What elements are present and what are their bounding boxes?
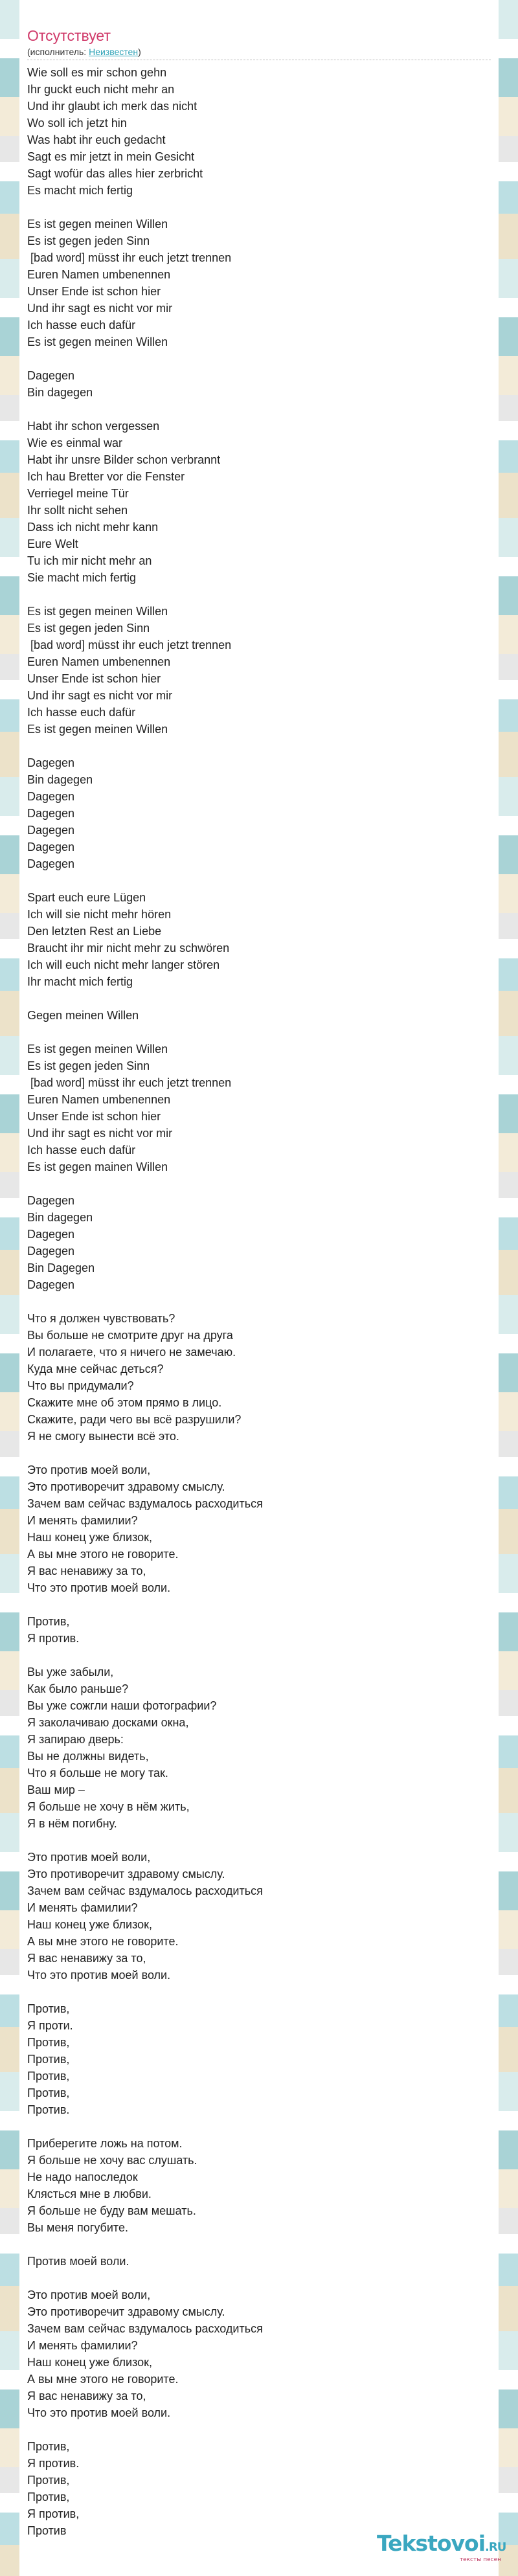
lyric-line: А вы мне этого не говорите. (27, 1935, 179, 1948)
lyric-line: Wie es einmal war (27, 436, 123, 449)
lyric-line: Против (27, 2524, 67, 2537)
lyric-line: Я вас ненавижу за то, (27, 1952, 146, 1965)
lyric-line: [bad word] müsst ihr euch jetzt trennen (27, 1076, 232, 1089)
lyric-line: Я против, (27, 2507, 80, 2520)
lyric-line: Приберегите ложь на потом. (27, 2137, 183, 2150)
lyric-line: Как было раньше? (27, 1682, 129, 1695)
lyric-line: Es ist gegen meinen Willen (27, 335, 168, 348)
lyric-line: [bad word] müsst ihr euch jetzt trennen (27, 638, 232, 651)
lyric-line: И менять фамилии? (27, 1514, 138, 1527)
lyric-line: Dagegen (27, 790, 75, 803)
lyric-line: Против, (27, 2086, 70, 2099)
lyric-line: Я не смогу вынести всё это. (27, 1430, 179, 1443)
lyric-line: Und ihr glaubt ich merk das nicht (27, 100, 197, 113)
lyric-line: Что я больше не могу так. (27, 1767, 168, 1779)
lyric-line: Ihr sollt nicht sehen (27, 504, 128, 517)
lyric-line: Я в нём погибну. (27, 1817, 117, 1830)
lyric-line (27, 1983, 493, 2000)
lyric-line (27, 1832, 493, 1849)
lyric-line: Против, (27, 2002, 70, 2015)
performer-prefix: (исполнитель: (27, 47, 89, 57)
lyric-line: Gegen meinen Willen (27, 1009, 139, 1022)
lyric-line: Dagegen (27, 1245, 75, 1258)
lyric-line: Я запираю дверь: (27, 1733, 124, 1746)
lyric-line: Dass ich nicht mehr kann (27, 521, 159, 534)
lyric-line (27, 1293, 493, 1310)
logo-brand (377, 2531, 506, 2556)
lyric-line: Dagegen (27, 1194, 75, 1207)
lyric-line: Это противоречит здравому смыслу. (27, 1480, 225, 1493)
lyric-line: [bad word] müsst ihr euch jetzt trennen (27, 251, 232, 264)
lyric-line: Ich will euch nicht mehr langer stören (27, 958, 220, 971)
lyric-line: Куда мне сейчас деться? (27, 1362, 164, 1375)
lyric-line: Und ihr sagt es nicht vor mir (27, 1127, 173, 1140)
performer-suffix: ) (138, 47, 141, 57)
lyric-line (27, 2270, 493, 2287)
lyric-line: Es ist gegen meinen Willen (27, 1043, 168, 1056)
lyric-line (27, 586, 493, 603)
lyrics-text (27, 64, 493, 2539)
lyric-line: Это против моей воли, (27, 1851, 151, 1864)
lyric-line (27, 199, 493, 216)
lyric-line (27, 401, 493, 418)
lyric-line: Клясться мне в любви. (27, 2187, 152, 2200)
performer-link[interactable]: Неизвестен (89, 47, 139, 57)
lyric-line: Вы меня погубите. (27, 2221, 128, 2234)
lyric-line: Я больше не хочу в нём жить, (27, 1800, 190, 1813)
lyric-line: Dagegen (27, 857, 75, 870)
lyric-line: Вы уже забыли, (27, 1666, 114, 1678)
lyric-line: Что это против моей воли. (27, 1969, 171, 1982)
lyric-line: Что вы придумали? (27, 1379, 134, 1392)
lyric-line (27, 2421, 493, 2438)
lyric-line: Dagegen (27, 1278, 75, 1291)
lyric-line: Wie soll es mir schon gehn (27, 66, 167, 79)
lyric-line: Скажите мне об этом прямо в лицо. (27, 1396, 222, 1409)
lyric-line: Ich hau Bretter vor die Fenster (27, 470, 185, 483)
lyric-line (27, 1175, 493, 1192)
lyric-line (27, 1024, 493, 1041)
lyric-line: Что я должен чувствовать? (27, 1312, 175, 1325)
right-decorative-stripes (499, 0, 518, 2576)
lyric-line: Ваш мир – (27, 1783, 85, 1796)
lyric-line: Против, (27, 2036, 70, 2049)
lyric-line: Ihr macht mich fertig (27, 975, 133, 988)
lyric-line (27, 2118, 493, 2135)
lyric-line: Я проти. (27, 2019, 73, 2032)
lyric-line: Was habt ihr euch gedacht (27, 133, 166, 146)
lyric-line: Bin Dagegen (27, 1261, 95, 1274)
lyric-line: Вы больше не смотрите друг на друга (27, 1329, 233, 1342)
lyric-line: Против, (27, 1615, 70, 1628)
performer-line (27, 47, 493, 57)
lyric-line: А вы мне этого не говорите. (27, 2373, 179, 2386)
lyric-line: Против, (27, 2070, 70, 2083)
lyric-line: Что это против моей воли. (27, 2406, 171, 2419)
lyric-line: Und ihr sagt es nicht vor mir (27, 302, 173, 315)
logo-tagline: тексты песен (459, 2557, 501, 2563)
lyric-line: И полагаете, что я ничего не замечаю. (27, 1346, 236, 1359)
lyric-line: Наш конец уже близок, (27, 1918, 153, 1931)
lyric-line: Я заколачиваю досками окна, (27, 1716, 189, 1729)
lyric-line: Habt ihr unsre Bilder schon verbrannt (27, 453, 221, 466)
lyric-line: Я вас ненавижу за то, (27, 1565, 146, 1577)
lyric-line: Ich hasse euch dafür (27, 1144, 136, 1157)
lyric-line: Это против моей воли, (27, 1463, 151, 1476)
lyric-line: Euren Namen umbenennen (27, 268, 171, 281)
lyric-line: Es macht mich fertig (27, 184, 133, 197)
lyric-line: Tu ich mir nicht mehr an (27, 554, 152, 567)
lyric-line (27, 738, 493, 754)
lyric-line: Зачем вам сейчас вздумалось расходиться (27, 1497, 263, 1510)
lyric-line: Против моей воли. (27, 2255, 130, 2268)
lyric-line: Braucht ihr mir nicht mehr zu schwören (27, 942, 230, 955)
lyric-line: Verriegel meine Tür (27, 487, 129, 500)
lyric-line: Dagegen (27, 369, 75, 382)
lyric-line (27, 872, 493, 889)
lyric-line: Ich will sie nicht mehr hören (27, 908, 172, 921)
lyric-line: Это противоречит здравому смыслу. (27, 1868, 225, 1881)
lyric-line: Sagt wofür das alles hier zerbricht (27, 167, 203, 180)
lyric-line: Против, (27, 2053, 70, 2066)
lyric-line: Скажите, ради чего вы всё разрушили? (27, 1413, 242, 1426)
lyric-line: Es ist gegen meinen Willen (27, 723, 168, 736)
lyric-line: Я больше не буду вам мешать. (27, 2204, 196, 2217)
lyric-line: Наш конец уже близок, (27, 1531, 153, 1544)
lyrics-panel (25, 0, 493, 2576)
lyric-line: Bin dagegen (27, 773, 93, 786)
lyric-line: Я против. (27, 1632, 80, 1645)
lyric-line: Что это против моей воли. (27, 1581, 171, 1594)
lyric-line: Это противоречит здравому смыслу. (27, 2305, 225, 2318)
lyric-line: Против, (27, 2474, 70, 2487)
lyric-line: Es ist gegen meinen Willen (27, 605, 168, 618)
lyric-line: Unser Ende ist schon hier (27, 672, 161, 685)
lyric-line: Dagegen (27, 756, 75, 769)
lyric-line (27, 1445, 493, 1462)
lyric-line: Habt ihr schon vergessen (27, 420, 160, 433)
lyric-line: Вы не должны видеть, (27, 1750, 149, 1763)
lyric-line: Es ist gegen jeden Sinn (27, 1059, 150, 1072)
lyric-line: Bin dagegen (27, 386, 93, 399)
lyric-line: Против, (27, 2440, 70, 2453)
lyric-line: Зачем вам сейчас вздумалось расходиться (27, 1884, 263, 1897)
lyric-line: Я вас ненавижу за то, (27, 2390, 146, 2402)
lyric-line: Ich hasse euch dafür (27, 706, 136, 719)
lyric-line: Против. (27, 2103, 70, 2116)
lyric-line: Spart euch eure Lügen (27, 891, 146, 904)
lyric-line (27, 1647, 493, 1664)
lyric-line: Es ist gegen jeden Sinn (27, 622, 150, 635)
site-logo[interactable] (377, 2527, 506, 2566)
lyric-line: Ihr guckt euch nicht mehr an (27, 83, 175, 96)
lyric-line: Euren Namen umbenennen (27, 1093, 171, 1106)
lyric-line: Вы уже сожгли наши фотографии? (27, 1699, 217, 1712)
lyric-line: И менять фамилии? (27, 2339, 138, 2352)
lyric-line: Wo soll ich jetzt hin (27, 117, 127, 130)
lyric-line: Не надо напоследок (27, 2171, 138, 2184)
lyric-line: Против, (27, 2491, 70, 2503)
lyric-line: Sagt es mir jetzt in mein Gesicht (27, 150, 195, 163)
lyric-line: Es ist gegen jeden Sinn (27, 234, 150, 247)
lyric-line: Eure Welt (27, 537, 78, 550)
lyric-line: Зачем вам сейчас вздумалось расходиться (27, 2322, 263, 2335)
lyric-line (27, 350, 493, 367)
lyric-line: И менять фамилии? (27, 1901, 138, 1914)
lyric-line: Euren Namen umbenennen (27, 655, 171, 668)
lyric-line: Unser Ende ist schon hier (27, 1110, 161, 1123)
lyric-line: Ich hasse euch dafür (27, 319, 136, 332)
lyric-line (27, 2236, 493, 2253)
lyric-line: Es ist gegen meinen Willen (27, 218, 168, 231)
lyric-line: Es ist gegen mainen Willen (27, 1160, 168, 1173)
lyric-line (27, 1596, 493, 1613)
logo-brand-name: Tekstovoi (377, 2531, 486, 2556)
left-decorative-stripes (0, 0, 19, 2576)
lyric-line: Я больше не хочу вас слушать. (27, 2154, 197, 2167)
lyric-line: Это против моей воли, (27, 2288, 151, 2301)
lyric-line: Dagegen (27, 841, 75, 853)
lyric-line: Und ihr sagt es nicht vor mir (27, 689, 173, 702)
lyric-line: Bin dagegen (27, 1211, 93, 1224)
lyric-line: Dagegen (27, 1228, 75, 1241)
lyric-line: Den letzten Rest an Liebe (27, 925, 162, 938)
logo-tld: .RU (485, 2540, 506, 2554)
lyric-line: А вы мне этого не говорите. (27, 1548, 179, 1561)
lyric-line: Dagegen (27, 807, 75, 820)
lyric-line: Я против. (27, 2457, 80, 2470)
lyric-line: Dagegen (27, 824, 75, 837)
lyric-line: Unser Ende ist schon hier (27, 285, 161, 298)
lyric-line: Sie macht mich fertig (27, 571, 137, 584)
lyric-line (27, 990, 493, 1007)
song-title: Отсутствует (27, 27, 111, 44)
lyric-line: Наш конец уже близок, (27, 2356, 153, 2369)
